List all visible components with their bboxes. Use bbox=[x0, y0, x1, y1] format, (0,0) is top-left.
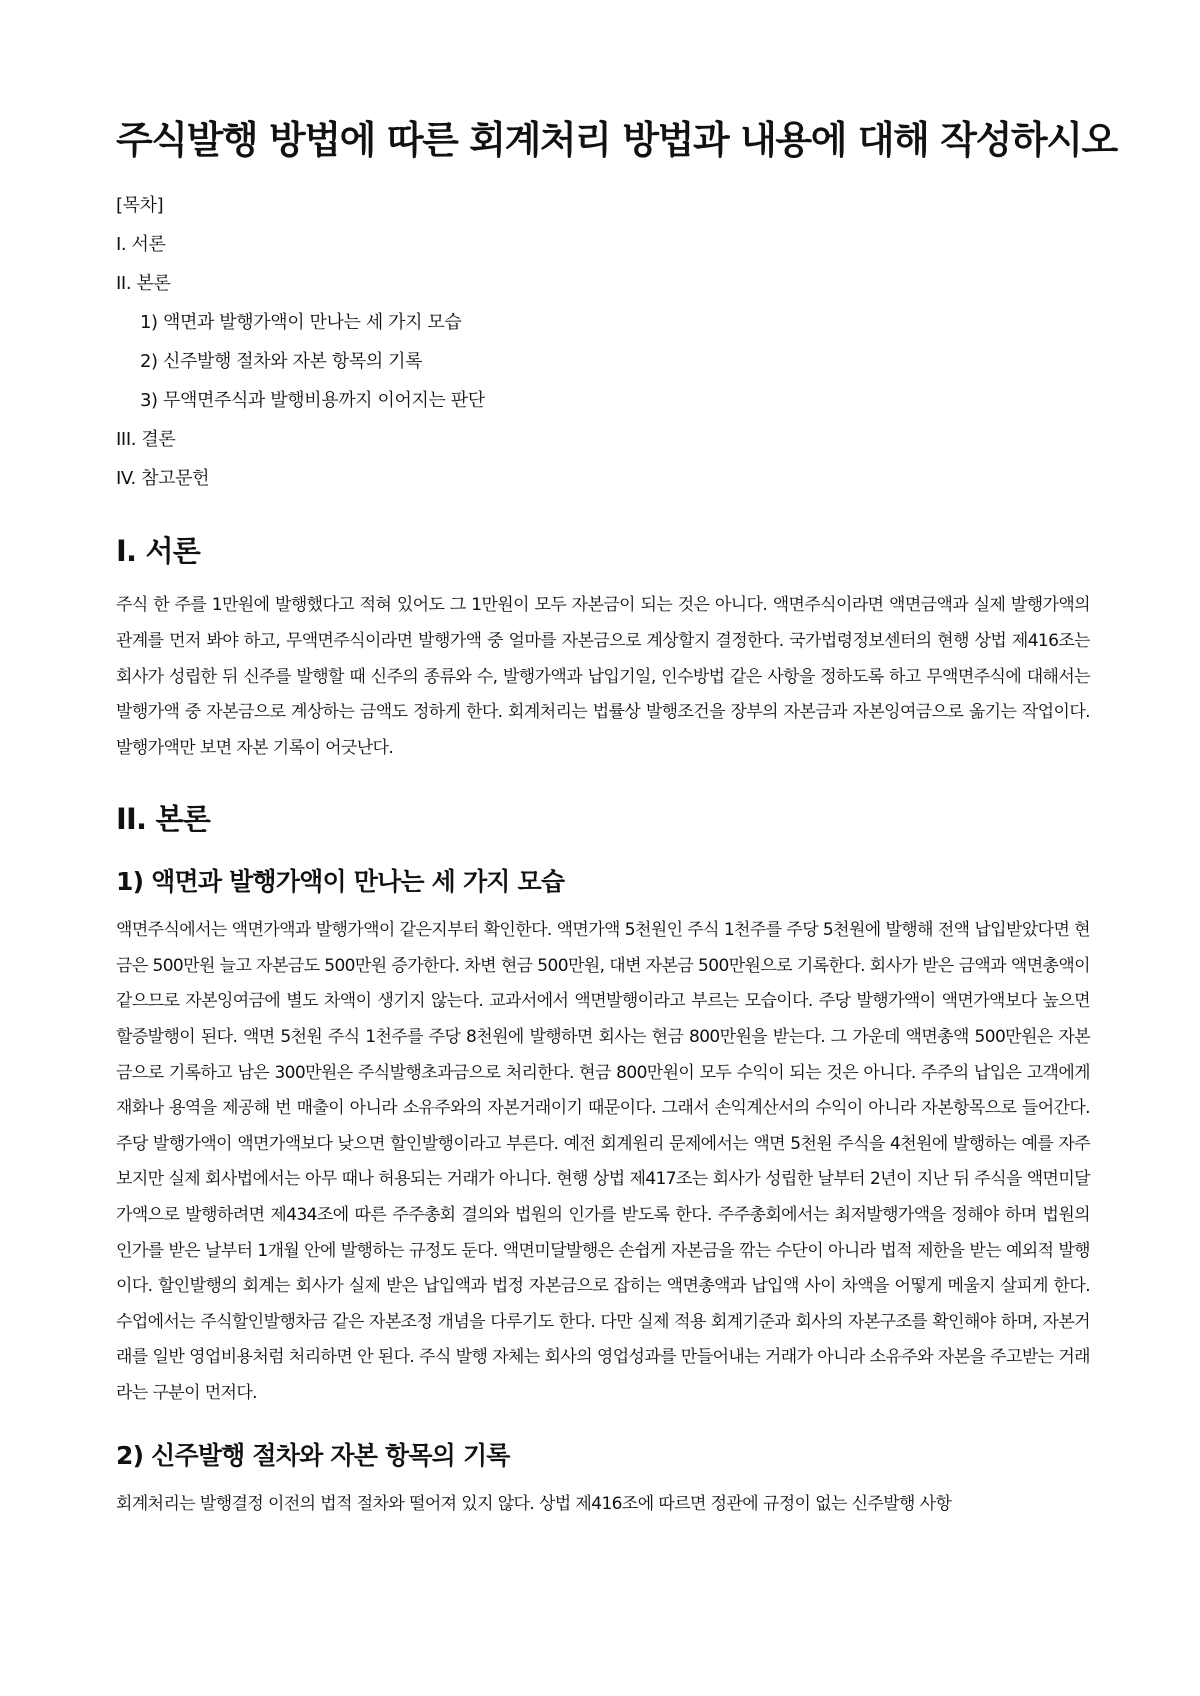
section-heading-body: II. 본론 bbox=[116, 802, 210, 837]
toc-item-conclusion: III. 결론 bbox=[116, 428, 176, 450]
toc-item-intro: I. 서론 bbox=[116, 233, 166, 255]
subsection-1-paragraph: 액면주식에서는 액면가액과 발행가액이 같은지부터 확인한다. 액면가액 5천원인 주식 1천주를 주당 5천원에 발행해 전액 납입받았다면 현금은 500만원 늘고 자본금도 500만원 증가한다. 차변 현금 500만원, 대변 자본금 500만원으로 기록한다. 회사가 받은 금액과 액면총액이 같으므로 자본잉여금에 별도 차액이 생기지 않는다. 교과서에서 액면발행이라고 부르는 모습이다. 주당 발행가액이 액면가액보다 높으면 할증발행이 된다. 액면 5천원 주식 1천주를 주당 8천원에 발행하면 회사는 현금 800만원을 받는다. 그 가운데 액면총액 500만원은 자본금으로 기록하고 남은 300만원은 주식발행초과금으로 처리한다. 현금 800만원이 모두 수익이 되는 것은 아니다. 주주의 납입은 고객에게 재화나 용역을 제공해 번 매출이 아니라 소유주와의 자본거래이기 때문이다. 그래서 손익계산서의 수익이 아니라 자본항목으로 들어간다. 주당 발행가액이 액면가액보다 낮으면 할인발행이라고 부른다. 예전 회계원리 문제에서는 액면 5천원 주식을 4천원에 발행하는 예를 자주 보지만 실제 회사법에서는 아무 때나 허용되는 거래가 아니다. 현행 상법 제417조는 회사가 성립한 날부터 2년이 지난 뒤 주식을 액면미달가액으로 발행하려면 제434조에 따른 주주총회 결의와 법원의 인가를 받도록 한다. 주주총회에서는 최저발행가액을 정해야 하며 법원의 인가를 받은 날부터 1개월 안에 발행하는 규정도 둔다. 액면미달발행은 손쉽게 자본금을 깎는 수단이 아니라 법적 제한을 받는 예외적 발행이다. 할인발행의 회계는 회사가 실제 받은 납입액과 법정 자본금으로 잡히는 액면총액과 납입액 사이 차액을 어떻게 메울지 살피게 한다. 수업에서는 주식할인발행차금 같은 자본조정 개념을 다루기도 한다. 다만 실제 적용 회계기준과 회사의 자본구조를 확인해야 하며, 자본거래를 일반 영업비용처럼 처리하면 안 된다. 주식 발행 자체는 회사의 영업성과를 만들어내는 거래가 아니라 소유주와 자본을 주고받는 거래라는 구분이 먼저다. bbox=[116, 920, 1090, 1403]
toc-item-body-sub1: 1) 액면과 발행가액이 만나는 세 가지 모습 bbox=[140, 311, 462, 333]
toc-heading: [목차] bbox=[116, 194, 164, 216]
subsection-heading-2: 2) 신주발행 절차와 자본 항목의 기록 bbox=[116, 1441, 510, 1471]
document-title: 주식발행 방법에 따른 회계처리 방법과 내용에 대해 작성하시오 bbox=[116, 118, 1117, 162]
intro-paragraph: 주식 한 주를 1만원에 발행했다고 적혀 있어도 그 1만원이 모두 자본금이 되는 것은 아니다. 액면주식이라면 액면금액과 실제 발행가액의 관계를 먼저 봐야 하고, 무액면주식이라면 발행가액 중 얼마를 자본금으로 계상할지 결정한다. 국가법령정보센터의 현행 상법 제416조는 회사가 성립한 뒤 신주를 발행할 때 신주의 종류와 수, 발행가액과 납입기일, 인수방법 같은 사항을 정하도록 하고 무액면주식에 대해서는 발행가액 중 자본금으로 계상하는 금액도 정하게 한다. 회계처리는 법률상 발행조건을 장부의 자본금과 자본잉여금으로 옮기는 작업이다. 발행가액만 보면 자본 기록이 어긋난다. bbox=[116, 595, 1090, 758]
table-of-contents bbox=[116, 186, 1090, 498]
toc-item-body-sub2: 2) 신주발행 절차와 자본 항목의 기록 bbox=[140, 350, 423, 372]
subsection-heading-1: 1) 액면과 발행가액이 만나는 세 가지 모습 bbox=[116, 867, 565, 897]
section-heading-intro: I. 서론 bbox=[116, 533, 200, 568]
toc-item-references: IV. 참고문헌 bbox=[116, 467, 210, 489]
toc-item-body-sub3: 3) 무액면주식과 발행비용까지 이어지는 판단 bbox=[140, 389, 485, 411]
toc-item-body: II. 본론 bbox=[116, 272, 171, 294]
subsection-2-paragraph: 회계처리는 발행결정 이전의 법적 절차와 떨어져 있지 않다. 상법 제416조에 따르면 정관에 규정이 없는 신주발행 사항 bbox=[116, 1494, 952, 1515]
